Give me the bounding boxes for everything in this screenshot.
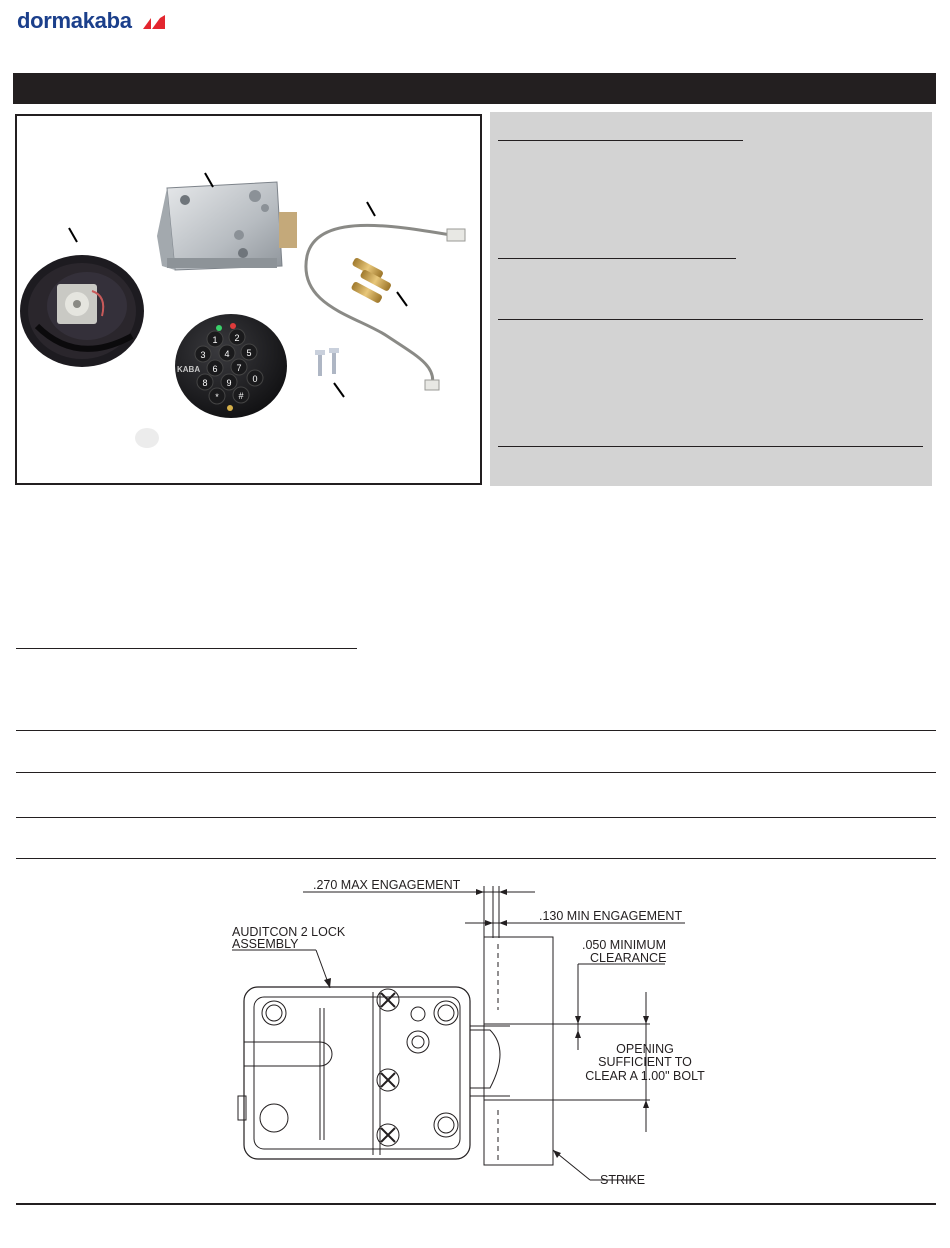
max-engagement-label: .270 MAX ENGAGEMENT	[313, 878, 461, 892]
min-engagement-label: .130 MIN ENGAGEMENT	[539, 909, 683, 923]
callout-line	[367, 202, 375, 216]
key-0: 0	[252, 374, 258, 384]
lock-body	[157, 182, 297, 270]
keypad-screws	[315, 348, 339, 376]
lock-assembly-label-1: AUDITCON 2 LOCK	[232, 925, 346, 939]
key-7: 7	[236, 363, 242, 373]
footer-rule	[16, 1203, 936, 1205]
opening-label-3: CLEAR A 1.00" BOLT	[585, 1069, 705, 1083]
strike-outline	[484, 937, 553, 1165]
keypad-housing	[20, 255, 144, 367]
engagement-diagram	[0, 860, 950, 1200]
opening-label-2: SUFFICIENT TO	[598, 1055, 692, 1069]
panel-heading-rule-1	[498, 140, 743, 141]
section-title-bar	[13, 73, 936, 104]
table-rule-1	[16, 730, 936, 731]
opening-label-1: OPENING	[616, 1042, 674, 1056]
key-5: 5	[246, 348, 252, 358]
key-hash: #	[238, 391, 244, 401]
clearance-label-2: CLEARANCE	[590, 951, 667, 965]
keypad-brand: KABA	[177, 365, 201, 374]
panel-heading-rule-2	[498, 258, 736, 259]
callout-line	[397, 292, 407, 306]
components-photo	[15, 114, 482, 485]
brand-mark-icon	[143, 15, 165, 29]
cable	[306, 225, 465, 390]
section-heading-rule	[16, 648, 357, 649]
parts-info-panel	[490, 112, 932, 486]
key-2: 2	[234, 333, 240, 343]
components-photo-svg	[17, 116, 480, 483]
key-9: 9	[226, 378, 232, 388]
key-1: 1	[212, 335, 218, 345]
mounting-screws	[351, 257, 392, 304]
key-3: 3	[200, 350, 206, 360]
brand-logo-text: dormakaba	[17, 8, 132, 33]
key-star: *	[215, 392, 219, 402]
keypad	[175, 314, 287, 418]
key-6: 6	[212, 364, 218, 374]
callout-line	[334, 383, 344, 397]
table-rule-4	[16, 858, 936, 859]
lock-assembly-label-2: ASSEMBLY	[232, 937, 299, 951]
key-4: 4	[224, 349, 230, 359]
key-8: 8	[202, 378, 208, 388]
panel-rule-3	[498, 319, 923, 320]
clearance-label-1: .050 MINIMUM	[582, 938, 667, 952]
callout-line	[205, 173, 213, 187]
callout-line	[69, 228, 77, 242]
strike-label: STRIKE	[600, 1173, 646, 1187]
lock-outline	[244, 987, 470, 1159]
table-rule-2	[16, 772, 936, 773]
table-rule-3	[16, 817, 936, 818]
panel-rule-4	[498, 446, 923, 447]
